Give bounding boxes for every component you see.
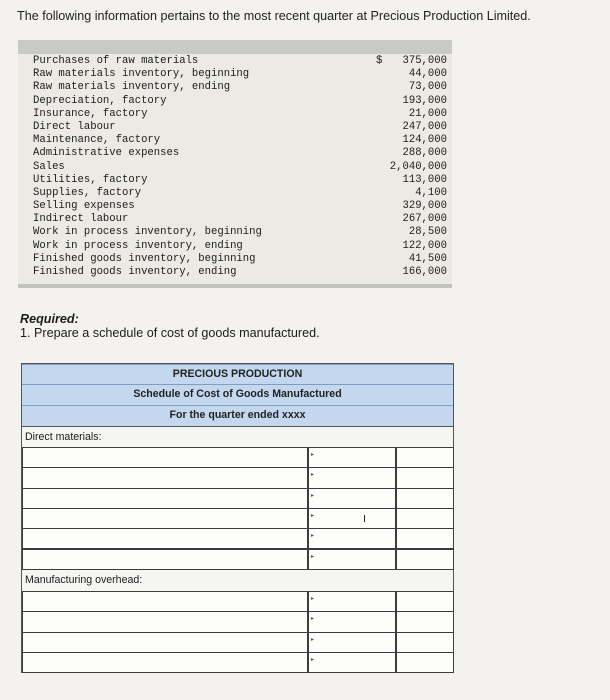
currency-symbol: $: [376, 55, 383, 67]
schedule-label-input[interactable]: [22, 528, 308, 549]
item-value: 288,000: [402, 147, 447, 160]
table-row: [33, 240, 447, 253]
dropdown-marker-icon: ▸: [311, 616, 315, 623]
overhead-row: [22, 570, 453, 590]
schedule-label-input[interactable]: [22, 447, 308, 468]
schedule-total-input[interactable]: [396, 549, 454, 570]
table-row: [33, 266, 447, 279]
schedule-period: For the quarter ended xxxx: [169, 409, 306, 421]
item-label: Maintenance, factory: [33, 134, 161, 147]
dropdown-marker-icon: ▸: [311, 492, 315, 499]
item-label: Indirect labour: [33, 213, 129, 226]
item-label: Utilities, factory: [33, 173, 148, 186]
direct-materials-label: Direct materials:: [25, 431, 102, 443]
intro-text: The following information pertains to the most recent quarter at Precious Production Limited.: [17, 9, 531, 23]
item-label: Finished goods inventory, ending: [33, 266, 237, 278]
item-label: Work in process inventory, ending: [33, 239, 243, 252]
item-value: 4,100: [415, 186, 447, 199]
table-row: [33, 226, 447, 239]
item-value: 41,500: [408, 252, 447, 265]
required-heading: Required:: [20, 312, 79, 326]
table-row: [33, 108, 447, 121]
schedule-total-input[interactable]: [396, 591, 454, 612]
dropdown-marker-icon: ▸: [311, 533, 315, 540]
table-row: [33, 161, 447, 174]
item-label: Finished goods inventory, beginning: [33, 252, 256, 265]
item-value: 73,000: [408, 81, 447, 94]
schedule-amount-input[interactable]: [308, 549, 396, 570]
schedule-total-input[interactable]: [396, 488, 454, 509]
schedule-label-input[interactable]: [22, 467, 308, 488]
task-text: 1. Prepare a schedule of cost of goods manufactured.: [20, 326, 320, 340]
table-row: [33, 147, 447, 160]
item-value: 329,000: [402, 200, 447, 213]
schedule-amount-input[interactable]: [308, 508, 396, 529]
item-value: 21,000: [408, 107, 447, 120]
dropdown-marker-icon: ▸: [311, 452, 315, 458]
schedule-total-input[interactable]: [396, 632, 454, 653]
dropdown-marker-icon: ▸: [311, 596, 315, 602]
schedule-total-input[interactable]: [396, 508, 454, 529]
schedule-total-input[interactable]: [396, 467, 454, 488]
schedule-label-input[interactable]: [22, 632, 308, 653]
table-row: [33, 81, 447, 94]
schedule-header: [22, 364, 453, 427]
schedule-amount-input[interactable]: [308, 447, 396, 468]
item-label: Purchases of raw materials: [33, 55, 199, 67]
item-value: 166,000: [402, 266, 447, 278]
item-value: 28,500: [408, 226, 447, 239]
schedule-amount-input[interactable]: [308, 652, 396, 673]
schedule-title: Schedule of Cost of Goods Manufactured: [133, 388, 342, 400]
item-label: Supplies, factory: [33, 186, 142, 199]
schedule-label-input[interactable]: [22, 652, 308, 673]
direct-materials-row: [22, 427, 453, 447]
table-row: [33, 200, 447, 213]
item-value: 122,000: [402, 239, 447, 252]
schedule-amount-input[interactable]: [308, 467, 396, 488]
item-value: 44,000: [408, 68, 447, 81]
item-value: 193,000: [402, 94, 447, 107]
schedule-label-input[interactable]: [22, 508, 308, 529]
item-value: 267,000: [402, 213, 447, 226]
schedule-label-input[interactable]: [22, 611, 308, 632]
item-label: Administrative expenses: [33, 147, 180, 160]
data-rows: [33, 55, 447, 279]
item-value: 375,000: [402, 55, 447, 67]
schedule-total-input[interactable]: [396, 447, 454, 468]
item-value: 113,000: [402, 173, 447, 186]
schedule-label-input[interactable]: [22, 591, 308, 612]
item-label: Insurance, factory: [33, 107, 148, 120]
item-value: 247,000: [402, 120, 447, 133]
schedule-amount-input[interactable]: [308, 528, 396, 549]
dropdown-marker-icon: ▸: [311, 636, 315, 643]
overhead-label: Manufacturing overhead:: [25, 574, 143, 586]
item-value: 2,040,000: [389, 160, 447, 173]
table-row: [33, 174, 447, 187]
item-label: Depreciation, factory: [33, 94, 167, 107]
schedule-label-input[interactable]: [22, 488, 308, 509]
schedule-amount-input[interactable]: [308, 488, 396, 509]
table-row: [33, 253, 447, 266]
table-bottom-bar: [18, 284, 452, 288]
dropdown-marker-icon: ▸: [311, 553, 315, 560]
schedule-total-input[interactable]: [396, 652, 454, 673]
text-cursor: [364, 515, 365, 522]
item-label: Work in process inventory, beginning: [33, 226, 262, 239]
schedule-company: PRECIOUS PRODUCTION: [172, 368, 303, 380]
schedule-total-input[interactable]: [396, 611, 454, 632]
table-row: [33, 213, 447, 226]
table-row: [33, 121, 447, 134]
item-label: Raw materials inventory, ending: [33, 81, 231, 94]
table-row: [33, 95, 447, 108]
table-row: [33, 55, 447, 68]
item-value: 124,000: [402, 134, 447, 147]
table-row: [33, 187, 447, 200]
schedule-amount-input[interactable]: [308, 591, 396, 612]
item-label: Sales: [33, 160, 65, 173]
dropdown-marker-icon: ▸: [311, 656, 315, 663]
cogm-schedule: [21, 363, 454, 673]
dropdown-marker-icon: ▸: [311, 512, 315, 519]
schedule-total-input[interactable]: [396, 528, 454, 549]
schedule-amount-input[interactable]: [308, 632, 396, 653]
schedule-amount-input[interactable]: [308, 611, 396, 632]
table-row: [33, 134, 447, 147]
dropdown-marker-icon: ▸: [311, 472, 315, 479]
data-table: [18, 40, 452, 288]
schedule-label-input[interactable]: [22, 549, 308, 570]
item-label: Direct labour: [33, 120, 116, 133]
item-label: Selling expenses: [33, 200, 135, 213]
table-row: [33, 68, 447, 81]
item-label: Raw materials inventory, beginning: [33, 68, 250, 81]
table-top-bar: [18, 40, 452, 54]
